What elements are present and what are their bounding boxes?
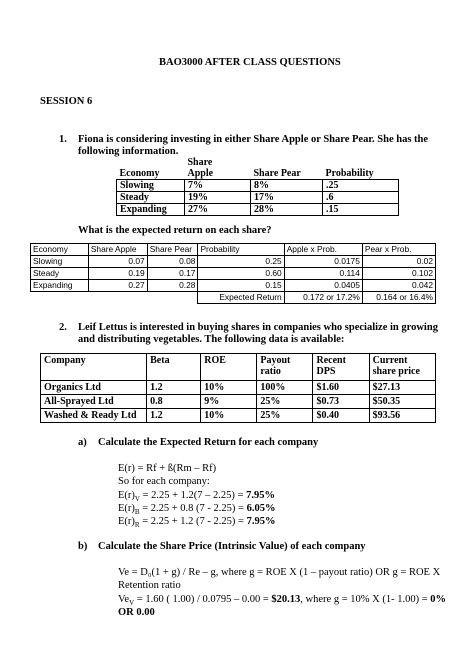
table-row (41, 381, 436, 395)
q1-h-apple-top: Share (187, 157, 213, 168)
prefix: Ve (118, 594, 130, 605)
result: 7.95% (246, 516, 276, 527)
q2-cell: Washed & Ready Ltd (41, 409, 147, 423)
q1-ans-cell: 0.17 (147, 268, 198, 280)
part-b-line1: Ve = D₀(1 + g) / Re – g, where g = ROE X (1 – payout ratio) OR g = ROE X (118, 567, 441, 578)
q1-ans-cell: 0.114 (284, 268, 362, 280)
expr: = 2.25 + 1.2(7 – 2.25) = (139, 490, 247, 501)
part-b-line3 (118, 594, 446, 607)
q1-ans-cell: 0.15 (198, 280, 284, 292)
part-b-label: b) (78, 541, 88, 552)
q2-h-payout-top: Payout (260, 355, 291, 366)
q1-text-line1: Fiona is considering investing in either Share Apple or Share Pear. She has the (78, 134, 429, 145)
q1-ans-header: Pear x Prob. (362, 244, 435, 256)
q1-ans-cell: 0.07 (88, 256, 147, 268)
q1-ans-cell: 0.60 (198, 268, 284, 280)
part-a-line (118, 490, 275, 503)
q2-text-line1: Leif Lettus is interested in buying shares in companies who specialize in growing (78, 322, 438, 333)
q1-h-prob: Probability (325, 168, 374, 179)
table-row (117, 204, 399, 216)
part-a-intro: So for each company: (118, 476, 210, 487)
q1-ans-empty (31, 292, 89, 304)
q2-cell: All-Sprayed Ltd (41, 395, 147, 409)
q2-cell: 1.2 (147, 409, 201, 423)
q1-ans-cell: 0.02 (362, 256, 435, 268)
q1-h-apple-bottom: Apple (187, 168, 214, 179)
document-title: BAO3000 AFTER CLASS QUESTIONS (159, 57, 341, 68)
q1-cell: 8% (251, 180, 323, 192)
q2-cell: $93.56 (369, 409, 435, 423)
q2-cell: 0.8 (147, 395, 201, 409)
table-row (31, 268, 436, 280)
q1-ans-cell: 0.0175 (284, 256, 362, 268)
q1-ans-header: Apple x Prob. (284, 244, 362, 256)
q1-ans-cell: 0.0405 (284, 280, 362, 292)
q2-cell: $0.73 (313, 395, 369, 409)
g-result: 0% (430, 594, 446, 605)
q2-cell: $0.40 (313, 409, 369, 423)
q2-h-price-bottom: share price (372, 366, 420, 377)
lhs: E(r) (118, 516, 135, 527)
q2-h-roe: ROE (201, 354, 257, 381)
q2-h-beta: Beta (147, 354, 201, 381)
q1-cell: Expanding (117, 204, 185, 216)
q1-number: 1. (59, 134, 67, 145)
q1-ans-empty (88, 292, 147, 304)
table-row (41, 354, 436, 381)
q2-h-payout (257, 354, 313, 381)
subscript: B (134, 508, 140, 517)
expr: = 1.60 ( 1.00) / 0.0795 – 0.00 = (134, 594, 272, 605)
subscript: V (134, 495, 140, 504)
q1-ans-header: Probability (198, 244, 284, 256)
q2-h-company: Company (41, 354, 147, 381)
result: 6.05% (246, 503, 276, 514)
q2-cell: 25% (257, 409, 313, 423)
q1-cell: Steady (117, 192, 185, 204)
q1-ans-cell: Expanding (31, 280, 89, 292)
part-a-line (118, 516, 275, 529)
q1-ans-cell: 0.042 (362, 280, 435, 292)
q1-ans-cell: 0.25 (198, 256, 284, 268)
table-row (41, 409, 436, 423)
session-heading: SESSION 6 (40, 96, 93, 107)
q2-company-table (40, 353, 436, 423)
part-b-line4: OR 0.00 (118, 607, 155, 618)
q2-h-payout-bottom: ratio (260, 366, 281, 377)
q1-ans-cell: Steady (31, 268, 89, 280)
q1-ans-cell: 0.08 (147, 256, 198, 268)
subscript: V (129, 599, 135, 608)
lhs: E(r) (118, 503, 135, 514)
q2-cell: 100% (257, 381, 313, 395)
result: 7.95% (246, 490, 275, 501)
q2-cell: 10% (201, 409, 257, 423)
q2-h-price (369, 354, 435, 381)
part-a-title: Calculate the Expected Return for each company (98, 437, 319, 448)
part-a-formula: E(r) = Rf + ß(Rm – Rf) (118, 463, 217, 474)
q1-cell: 19% (185, 192, 251, 204)
q2-h-price-top: Current (372, 355, 408, 366)
suffix: , where g = 10% X (1- 1.00) = (300, 594, 431, 605)
table-row (31, 292, 436, 304)
q1-h-apple (185, 157, 251, 180)
q1-cell: .25 (323, 180, 399, 192)
q1-info-table (116, 157, 399, 216)
q1-ans-cell: 0.27 (88, 280, 147, 292)
q2-number: 2. (59, 322, 67, 333)
table-row (117, 192, 399, 204)
part-b-title: Calculate the Share Price (Intrinsic Value) of each company (98, 541, 366, 552)
q1-h-economy: Economy (119, 168, 160, 179)
q1-cell: .15 (323, 204, 399, 216)
expr: = 2.25 + 1.2 (7 - 2.25) = (139, 516, 247, 527)
q2-cell: 10% (201, 381, 257, 395)
q1-ans-header: Share Apple (88, 244, 147, 256)
table-row (41, 395, 436, 409)
table-row (31, 256, 436, 268)
expr: = 2.25 + 0.8 (7 - 2.25) = (139, 503, 247, 514)
q1-answer-table (30, 243, 436, 304)
q1-ans-cell: Slowing (31, 256, 89, 268)
q2-h-dps-bottom: DPS (316, 366, 336, 377)
q2-text-line2: and distributing vegetables. The following data is available: (78, 334, 345, 345)
q1-cell: .6 (323, 192, 399, 204)
part-a-line (118, 503, 275, 516)
q2-cell: Organics Ltd (41, 381, 147, 395)
q1-cell: 17% (251, 192, 323, 204)
q2-cell: 9% (201, 395, 257, 409)
q1-ans-cell: 0.102 (362, 268, 435, 280)
q2-h-dps-top: Recent (316, 355, 346, 366)
q1-ans-header: Economy (31, 244, 89, 256)
q1-cell: 27% (185, 204, 251, 216)
q1-ans-cell: 0.19 (88, 268, 147, 280)
q1-ans-total-label: Expected Return (198, 292, 284, 304)
q1-ans-header: Share Pear (147, 244, 198, 256)
q2-h-dps (313, 354, 369, 381)
part-b-line2: Retention ratio (118, 580, 181, 591)
table-row (117, 180, 399, 192)
subscript: R (134, 521, 140, 530)
q1-ans-empty (147, 292, 198, 304)
q1-text-line2: following information. (78, 146, 179, 157)
q2-cell: $1.60 (313, 381, 369, 395)
q1-question: What is the expected return on each share? (78, 225, 272, 236)
lhs: E(r) (118, 490, 135, 501)
table-row (31, 280, 436, 292)
q1-cell: 28% (251, 204, 323, 216)
part-a-label: a) (78, 437, 87, 448)
q2-cell: $50.35 (369, 395, 435, 409)
q2-cell: 25% (257, 395, 313, 409)
result: $20.13 (271, 594, 301, 605)
q2-cell: $27.13 (369, 381, 435, 395)
q2-cell: 1.2 (147, 381, 201, 395)
table-row (31, 244, 436, 256)
q1-cell: 7% (185, 180, 251, 192)
q1-h-pear: Share Pear (253, 168, 301, 179)
q1-ans-cell: 0.28 (147, 280, 198, 292)
q1-cell: Slowing (117, 180, 185, 192)
q1-ans-total-apple: 0.172 or 17.2% (284, 292, 362, 304)
q1-ans-total-pear: 0.164 or 16.4% (362, 292, 435, 304)
